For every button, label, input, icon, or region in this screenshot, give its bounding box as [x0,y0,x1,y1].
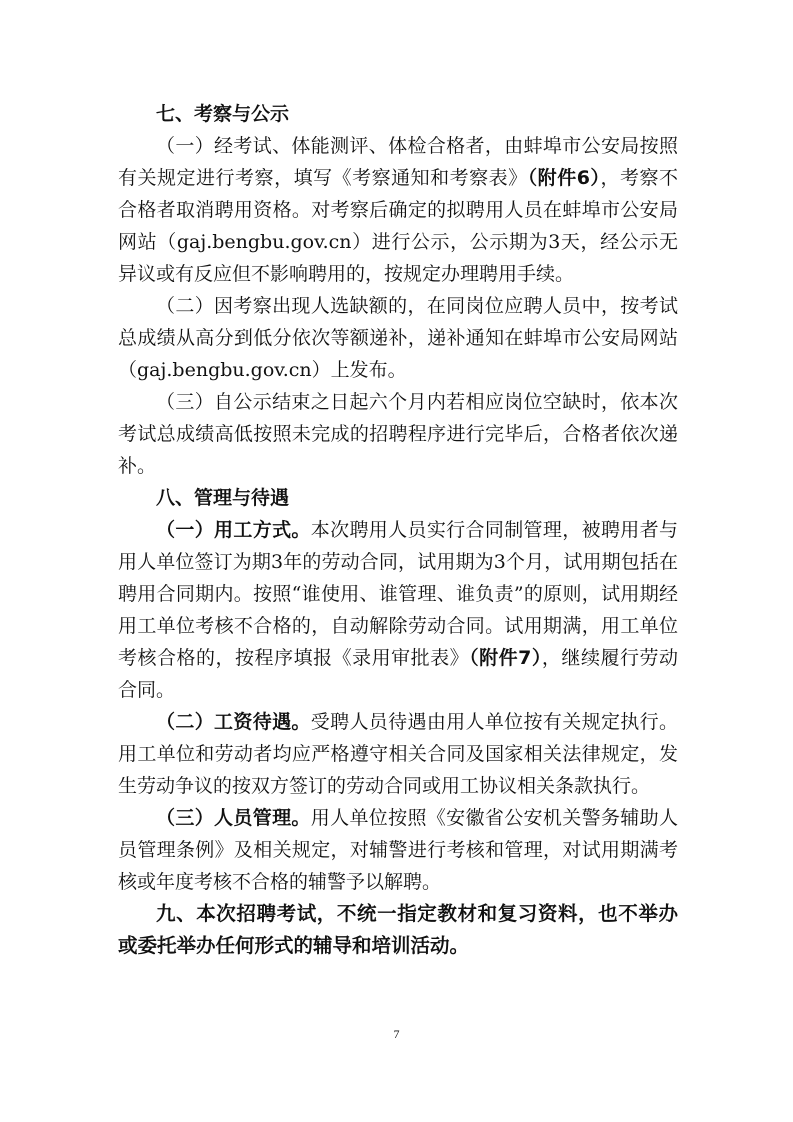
section7-paragraph-2: （二）因考察出现人选缺额的，在同岗位应聘人员中，按考试总成绩从高分到低分依次等额递补，递补通知在蚌埠市公安局网站（gaj.bengbu.gov.cn）上发布。 [118,295,678,381]
section-heading-8: 八、管理与待遇 [156,487,290,509]
section8-p2-lead: （二）工资待遇。 [156,711,311,733]
section7-paragraph-1 [118,130,678,290]
section8-paragraph-1 [118,514,678,706]
page-number: 7 [393,1027,400,1041]
document-body [118,98,678,962]
section8-p3-lead: （三）人员管理。 [156,807,311,829]
section8-p1-text-b: ，继续履行劳动合同。 [118,647,678,701]
section8-p1-text-a: 本次聘用人员实行合同制管理，被聘用者与用人单位签订为期3年的劳动合同，试用期为3个月，试用期包括在聘用合同期内。按照“谁使用、谁管理、谁负责”的原则，试用期经用工单位考核不合格的，自动解除劳动合同。试用期满，用工单位考核合格的，按程序填报《录用审批表》 [118,519,678,669]
section8-p2-text: 受聘人员待遇由用人单位按有关规定执行。用工单位和劳动者均应严格遵守相关合同及国家相关法律规定，发生劳动争议的按双方签订的劳动合同或用工协议相关条款执行。 [118,711,678,797]
section7-p1-text-a: （一）经考试、体能测评、体检合格者，由蚌埠市公安局按照有关规定进行考察，填写《考察通知和考察表》 [118,135,678,189]
section8-p1-lead: （一）用工方式。 [156,519,311,541]
section7-paragraph-3: （三）自公示结束之日起六个月内若相应岗位空缺时，依本次考试总成绩高低按照未完成的招聘程序进行完毕后，合格者依次递补。 [118,391,678,477]
section8-p3-text: 用人单位按照《安徽省公安机关警务辅助人员管理条例》及相关规定，对辅警进行考核和管理，对试用期满考核或年度考核不合格的辅警予以解聘。 [118,807,678,893]
section7-p1-text-b: ，考察不合格者取消聘用资格。对考察后确定的拟聘用人员在蚌埠市公安局网站（gaj.bengbu.gov.cn）进行公示，公示期为3天，经公示无异议或有反应但不影响聘用的，按规定办理聘用手续。 [118,167,678,285]
section8-paragraph-2 [118,706,678,802]
section8-paragraph-3 [118,802,678,898]
section7-p1-attachment: （附件6） [527,167,601,189]
section-heading-7: 七、考察与公示 [156,103,290,125]
section8-p1-attachment: （附件7） [469,647,542,669]
section-9-statement: 九、本次招聘考试，不统一指定教材和复习资料，也不举办或委托举办任何形式的辅导和培训活动。 [118,902,678,957]
